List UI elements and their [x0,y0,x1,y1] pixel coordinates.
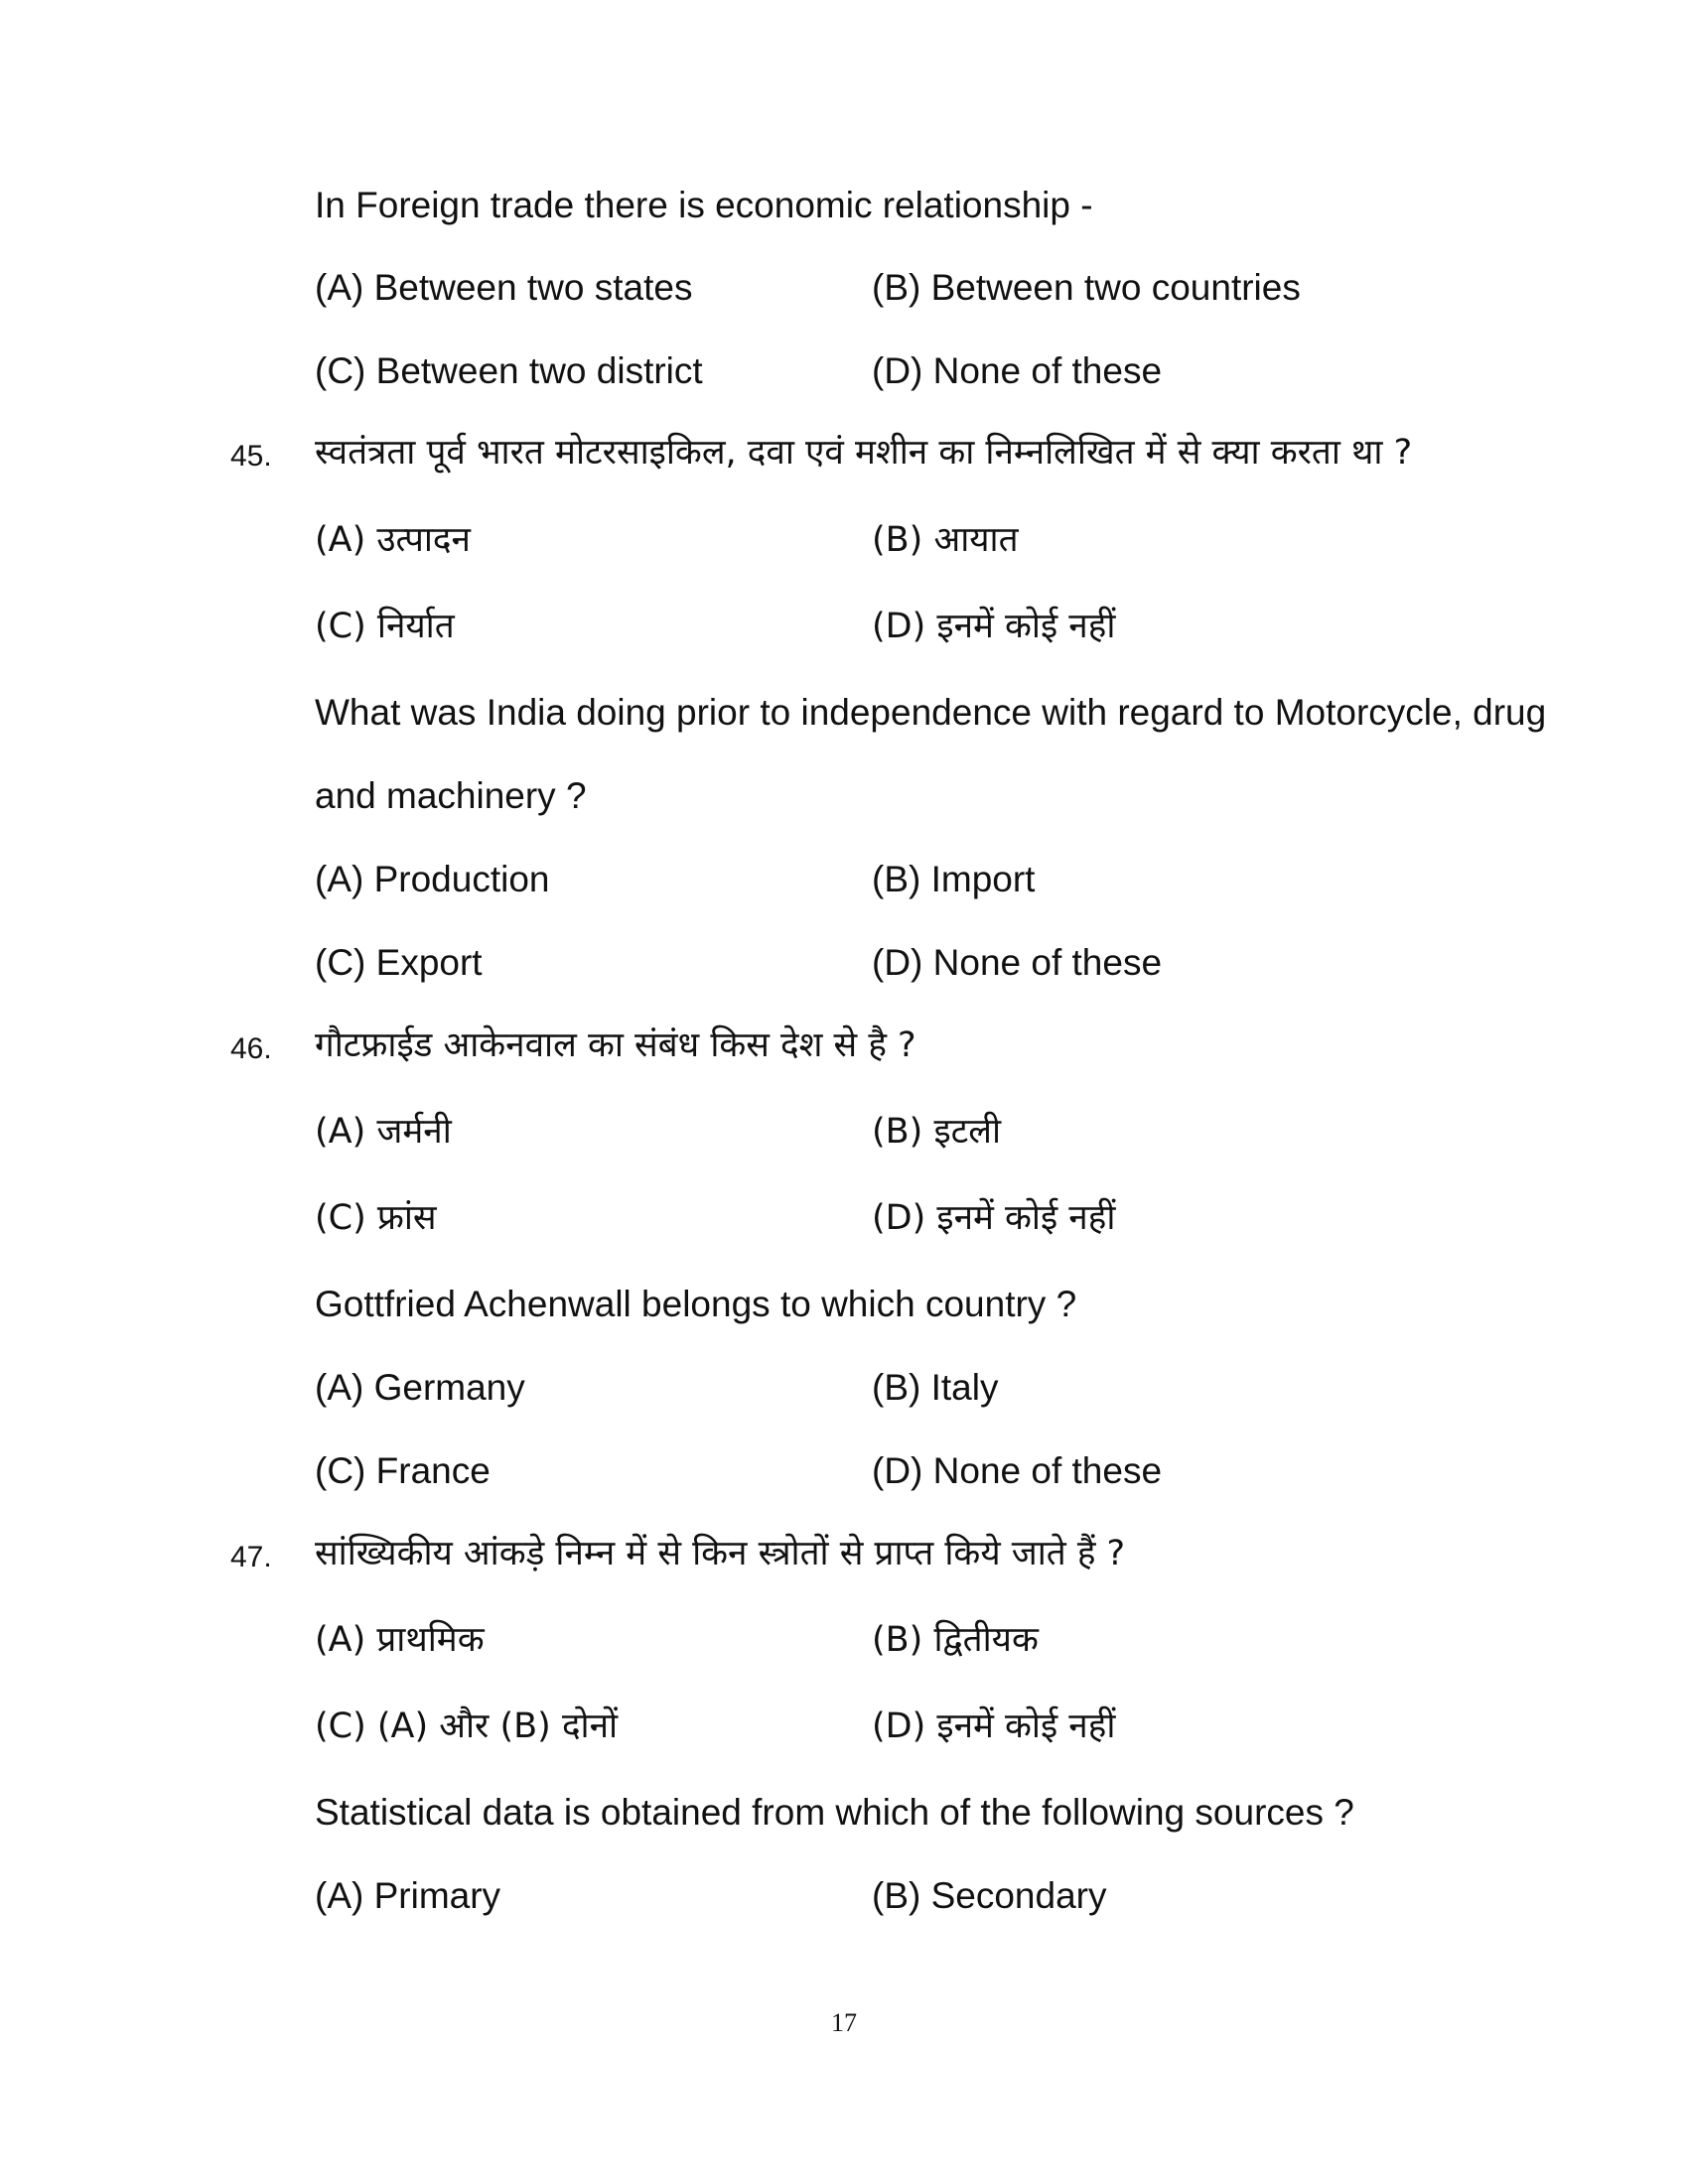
q45-option-b-hi: (B) आयात [872,520,1019,560]
page-number: 17 [831,2008,857,2037]
q45-option-d-hi: (D) इनमें कोई नहीं [872,607,1116,646]
q47-option-d-hi: (D) इनमें कोई नहीं [872,1706,1116,1746]
q44-question-en: In Foreign trade there is economic relationship - [315,185,1093,225]
q46-option-d-hi: (D) इनमें कोई नहीं [872,1198,1116,1238]
q47-number: 47. [230,1541,272,1573]
q45-question-en-line1: What was India doing prior to independence with regard to Motorcycle, drug [315,692,1547,733]
q46-option-b-en: (B) Italy [872,1367,999,1408]
q47-option-a-en: (A) Primary [315,1875,501,1916]
q47-option-b-hi: (B) द्वितीयक [872,1620,1039,1660]
q45-option-c-hi: (C) निर्यात [315,607,455,646]
q46-question-hi: गौटफ्राईड आकेनवाल का संबंध किस देश से है ? [315,1025,916,1065]
q45-option-a-en: (A) Production [315,859,550,899]
q47-option-c-hi: (C) (A) और (B) दोनों [315,1706,619,1746]
q46-number: 46. [230,1032,272,1065]
q45-option-d-en: (D) None of these [872,942,1163,983]
q46-option-b-hi: (B) इटली [872,1112,1002,1152]
q45-number: 45. [230,440,272,473]
q46-option-a-en: (A) Germany [315,1367,525,1408]
q45-question-en-line2: and machinery ? [315,775,587,816]
q44-option-a-en: (A) Between two states [315,267,693,308]
q44-option-b-en: (B) Between two countries [872,267,1301,308]
q46-option-c-en: (C) France [315,1450,491,1491]
q44-option-c-en: (C) Between two district [315,350,703,391]
q46-option-d-en: (D) None of these [872,1450,1163,1491]
q47-question-hi: सांख्यिकीय आंकड़े निम्न में से किन स्त्रोतों से प्राप्त किये जाते हैं ? [315,1534,1126,1573]
q46-option-c-hi: (C) फ्रांस [315,1198,437,1238]
q46-option-a-hi: (A) जर्मनी [315,1112,452,1152]
q44-option-d-en: (D) None of these [872,350,1163,391]
q47-option-a-hi: (A) प्राथमिक [315,1620,485,1660]
q45-option-a-hi: (A) उत्पादन [315,520,471,560]
q45-question-hi: स्वतंत्रता पूर्व भारत मोटरसाइकिल, दवा एवं मशीन का निम्नलिखित में से क्या करता था ? [315,433,1413,473]
q45-option-c-en: (C) Export [315,942,483,983]
q47-question-en: Statistical data is obtained from which of the following sources ? [315,1792,1354,1833]
q47-option-b-en: (B) Secondary [872,1875,1107,1916]
q45-option-b-en: (B) Import [872,859,1036,899]
q46-question-en: Gottfried Achenwall belongs to which country ? [315,1284,1077,1324]
